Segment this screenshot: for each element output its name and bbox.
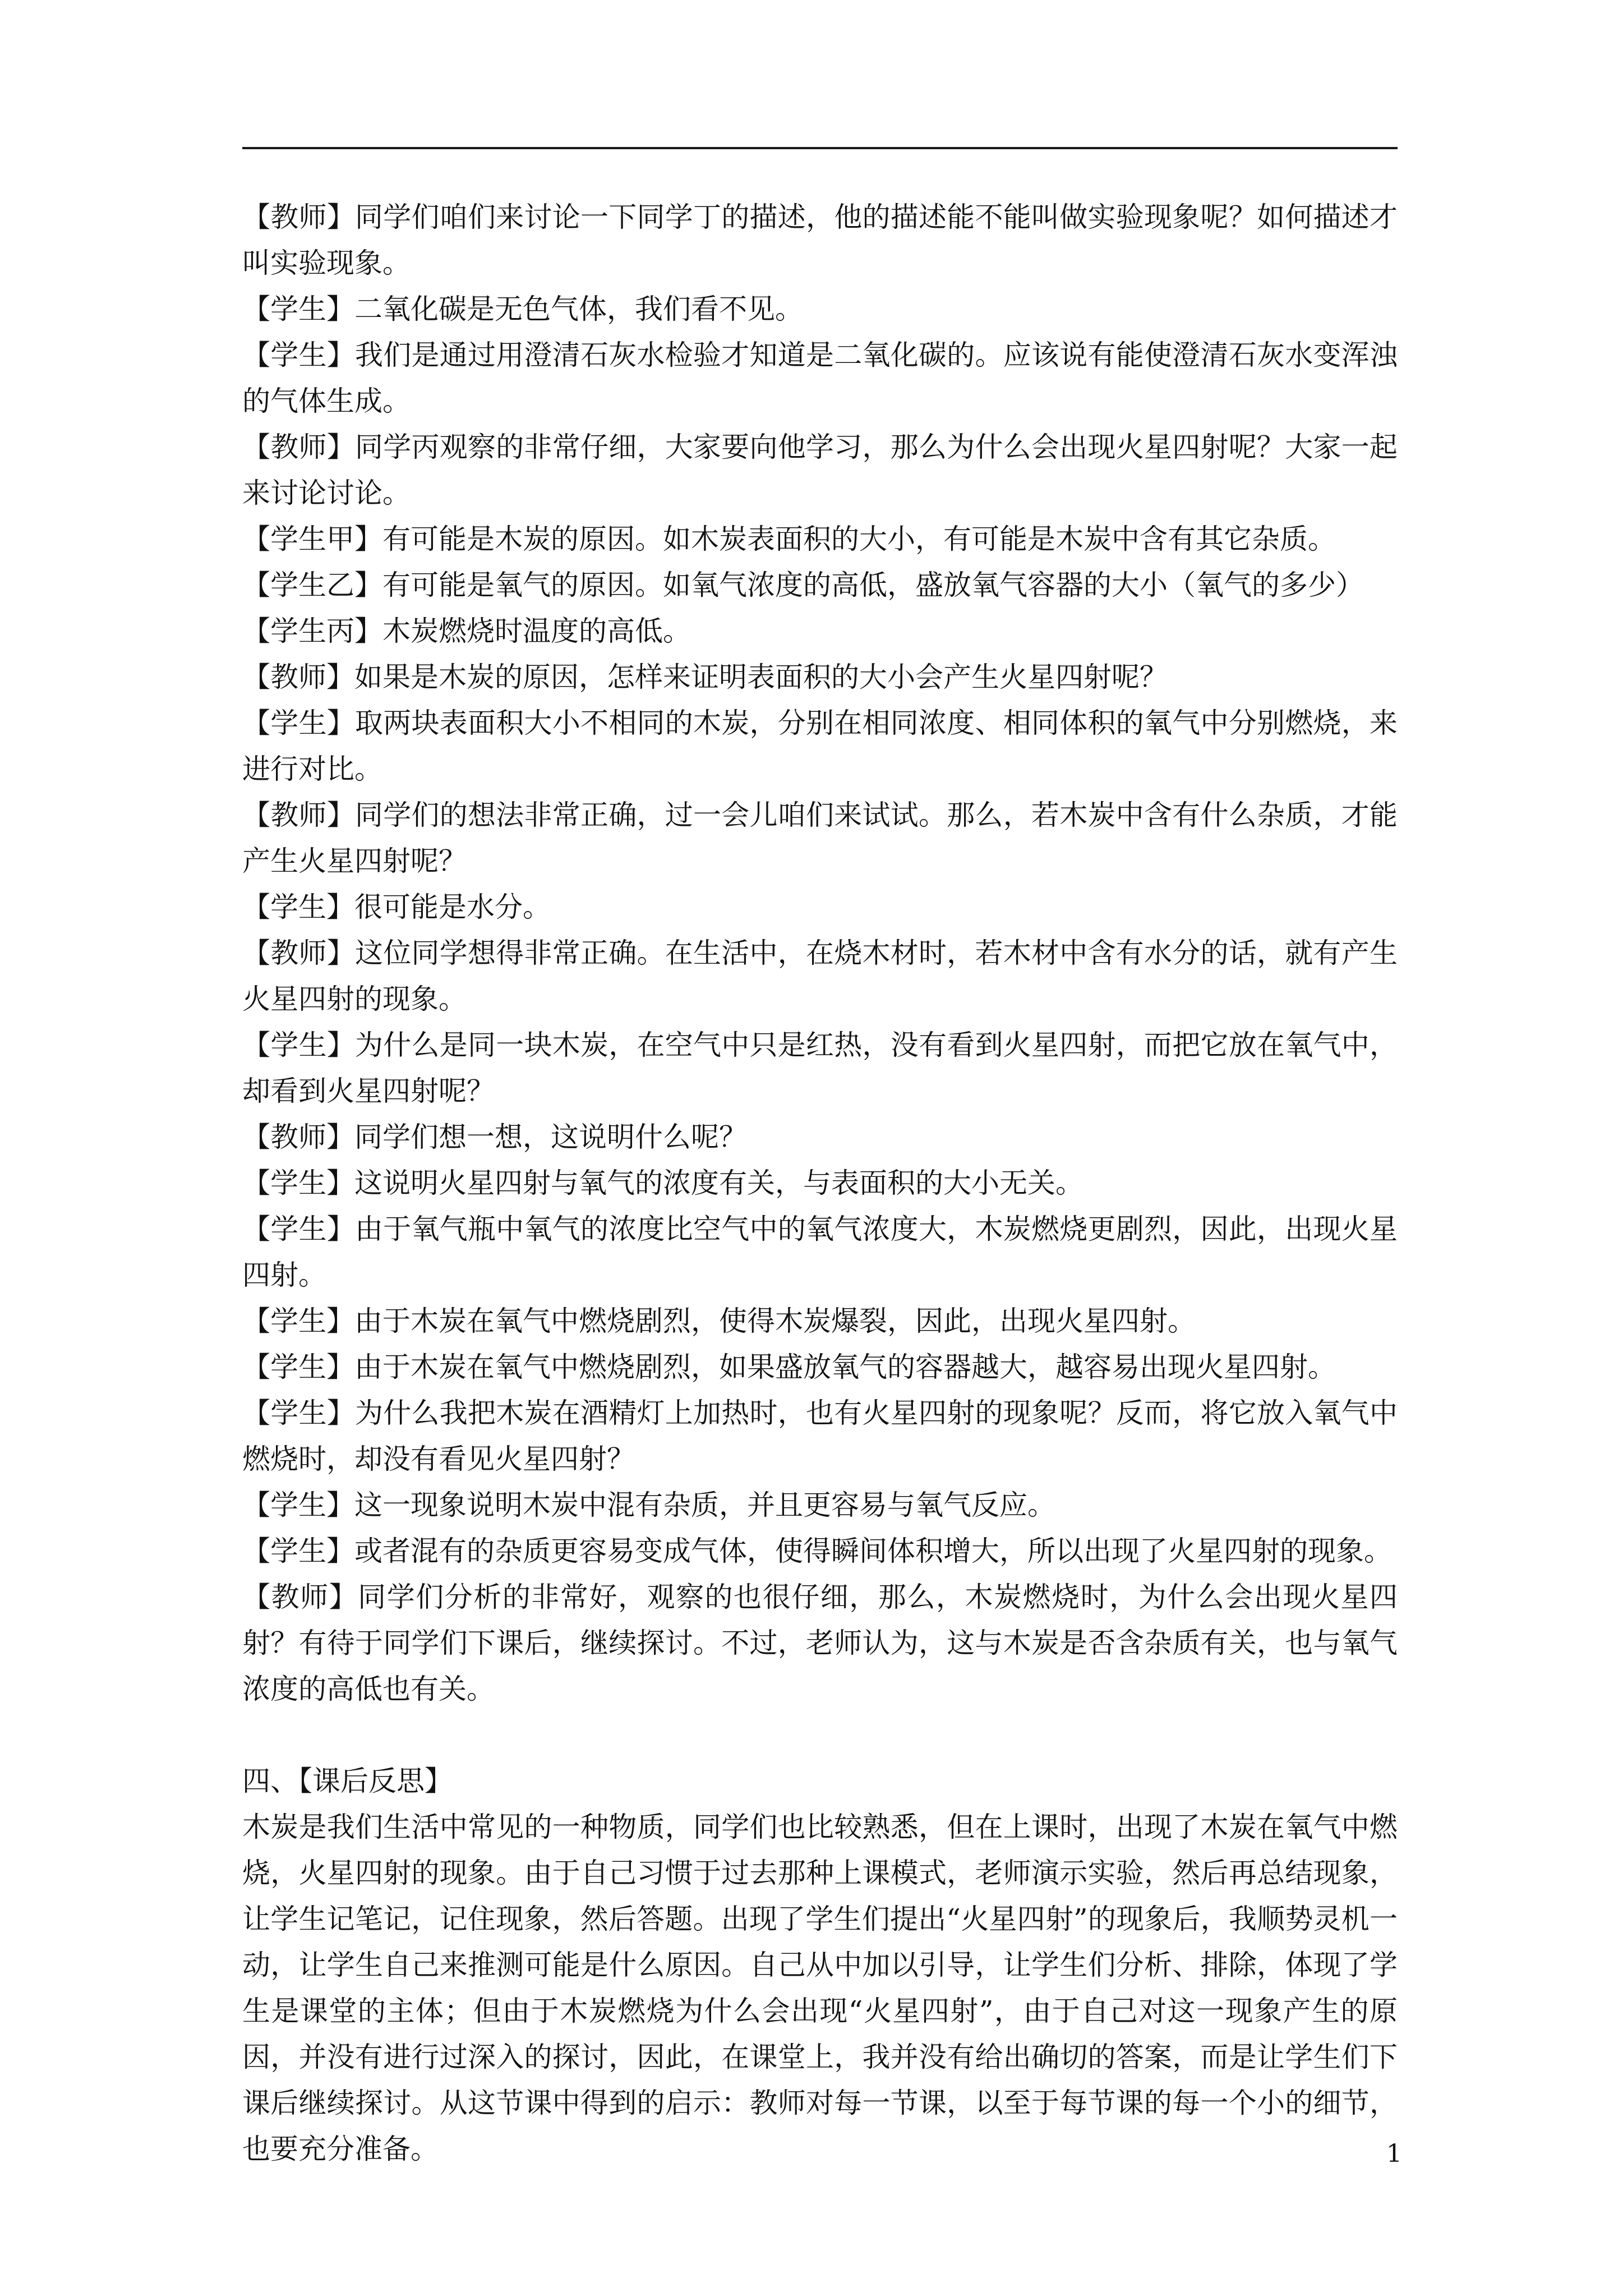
speaker-label: 【学生】	[242, 707, 355, 739]
dialogue-line	[242, 792, 1398, 884]
speaker-label: 【学生】	[242, 1213, 355, 1245]
header-rule	[242, 147, 1398, 149]
dialogue-line	[242, 1206, 1398, 1298]
dialogue-text: 由于氧气瓶中氧气的浓度比空气中的氧气浓度大，木炭燃烧更剧烈，因此，出现火星四射。	[242, 1213, 1398, 1291]
speaker-label: 【教师】	[242, 431, 355, 463]
speaker-label: 【学生】	[242, 1029, 355, 1061]
dialogue-line	[242, 884, 1398, 930]
speaker-label: 【学生丙】	[242, 615, 382, 647]
dialogue-line	[242, 332, 1398, 424]
dialogue-line	[242, 700, 1398, 792]
dialogue-text: 这位同学想得非常正确。在生活中，在烧木材时，若木材中含有水分的话，就有产生火星四射的现象。	[242, 937, 1398, 1015]
dialogue-text: 由于木炭在氧气中燃烧剧烈，如果盛放氧气的容器越大，越容易出现火星四射。	[354, 1351, 1336, 1383]
dialogue-line	[242, 1528, 1398, 1574]
dialogue-text: 同学丙观察的非常仔细，大家要向他学习，那么为什么会出现火星四射呢？大家一起来讨论讨论。	[242, 431, 1398, 509]
dialogue-text: 同学们分析的非常好，观察的也很仔细，那么，木炭燃烧时，为什么会出现火星四射？有待于同学们下课后，继续探讨。不过，老师认为，这与木炭是否含杂质有关，也与氧气浓度的高低也有关。	[242, 1581, 1398, 1705]
dialogue-line	[242, 1482, 1398, 1528]
dialogue-line	[242, 286, 1398, 332]
dialogue-text: 有可能是木炭的原因。如木炭表面积的大小，有可能是木炭中含有其它杂质。	[382, 523, 1336, 555]
dialogue-line	[242, 516, 1398, 562]
dialogue-text: 或者混有的杂质更容易变成气体，使得瞬间体积增大，所以出现了火星四射的现象。	[354, 1535, 1392, 1567]
speaker-label: 【学生】	[242, 1397, 355, 1429]
dialogue-text: 为什么是同一块木炭，在空气中只是红热，没有看到火星四射，而把它放在氧气中，却看到火星四射呢？	[242, 1029, 1398, 1107]
page-number: 1	[1386, 2139, 1402, 2168]
dialogue-line	[242, 1390, 1398, 1482]
dialogue-line	[242, 1298, 1398, 1344]
speaker-label: 【教师】	[242, 799, 355, 831]
reflection-body: 木炭是我们生活中常见的一种物质，同学们也比较熟悉，但在上课时，出现了木炭在氧气中燃烧，火星四射的现象。由于自己习惯于过去那种上课模式，老师演示实验，然后再总结现象，让学生记笔记，记住现象，然后答题。出现了学生们提出“火星四射”的现象后，我顺势灵机一动，让学生自己来推测可能是什么原因。自己从中加以引导，让学生们分析、排除，体现了学生是课堂的主体；但由于木炭燃烧为什么会出现“火星四射”，由于自己对这一现象产生的原因，并没有进行过深入的探讨，因此，在课堂上，我并没有给出确切的答案，而是让学生们下课后继续探讨。从这节课中得到的启示：教师对每一节课，以至于每节课的每一个小的细节，也要充分准备。	[242, 1811, 1398, 2165]
dialogue-line	[242, 194, 1398, 286]
speaker-label: 【学生】	[242, 339, 355, 371]
speaker-label: 【学生】	[242, 1535, 354, 1567]
dialogue-text: 这一现象说明木炭中混有杂质，并且更容易与氧气反应。	[354, 1489, 1055, 1521]
document-body	[242, 194, 1398, 2172]
section-gap	[242, 1712, 1398, 1758]
dialogue-text: 有可能是氧气的原因。如氧气浓度的高低，盛放氧气容器的大小（氧气的多少）	[382, 569, 1364, 601]
dialogue-line	[242, 1114, 1398, 1160]
dialogue-text: 二氧化碳是无色气体，我们看不见。	[354, 293, 803, 325]
dialogue-text: 这说明火星四射与氧气的浓度有关，与表面积的大小无关。	[354, 1167, 1083, 1199]
dialogue-line	[242, 562, 1398, 608]
dialogue-line	[242, 1344, 1398, 1390]
dialogue-line	[242, 424, 1398, 516]
speaker-label: 【教师】	[242, 1121, 354, 1153]
dialogue-text: 很可能是水分。	[354, 891, 551, 923]
dialogue-text: 同学们想一想，这说明什么呢？	[354, 1121, 747, 1153]
dialogue-text: 为什么我把木炭在酒精灯上加热时，也有火星四射的现象呢？反而，将它放入氧气中燃烧时，却没有看见火星四射？	[242, 1397, 1398, 1475]
speaker-label: 【学生乙】	[242, 569, 382, 601]
dialogue-line	[242, 1574, 1398, 1712]
speaker-label: 【教师】	[242, 937, 355, 969]
dialogue-line	[242, 1160, 1398, 1206]
speaker-label: 【学生】	[242, 1351, 354, 1383]
dialogue-text: 由于木炭在氧气中燃烧剧烈，使得木炭爆裂，因此，出现火星四射。	[354, 1305, 1196, 1337]
speaker-label: 【学生】	[242, 891, 354, 923]
dialogue-text: 同学们咱们来讨论一下同学丁的描述，他的描述能不能叫做实验现象呢？如何描述才叫实验现象。	[242, 201, 1398, 279]
dialogue-line	[242, 930, 1398, 1022]
speaker-label: 【教师】	[242, 1581, 358, 1613]
speaker-label: 【学生甲】	[242, 523, 382, 555]
dialogue-section	[242, 194, 1398, 1712]
dialogue-text: 我们是通过用澄清石灰水检验才知道是二氧化碳的。应该说有能使澄清石灰水变浑浊的气体生成。	[242, 339, 1398, 417]
dialogue-line	[242, 654, 1398, 700]
speaker-label: 【学生】	[242, 1489, 354, 1521]
dialogue-text: 木炭燃烧时温度的高低。	[382, 615, 691, 647]
dialogue-text: 同学们的想法非常正确，过一会儿咱们来试试。那么，若木炭中含有什么杂质，才能产生火星四射呢？	[242, 799, 1398, 877]
speaker-label: 【学生】	[242, 1167, 354, 1199]
speaker-label: 【学生】	[242, 293, 354, 325]
speaker-label: 【教师】	[242, 661, 354, 693]
dialogue-text: 取两块表面积大小不相同的木炭，分别在相同浓度、相同体积的氧气中分别燃烧，来进行对比。	[242, 707, 1398, 785]
dialogue-line	[242, 1022, 1398, 1114]
dialogue-line	[242, 608, 1398, 654]
speaker-label: 【教师】	[242, 201, 355, 233]
dialogue-text: 如果是木炭的原因，怎样来证明表面积的大小会产生火星四射呢？	[354, 661, 1168, 693]
speaker-label: 【学生】	[242, 1305, 354, 1337]
reflection-heading: 四、【课后反思】	[242, 1765, 453, 1797]
